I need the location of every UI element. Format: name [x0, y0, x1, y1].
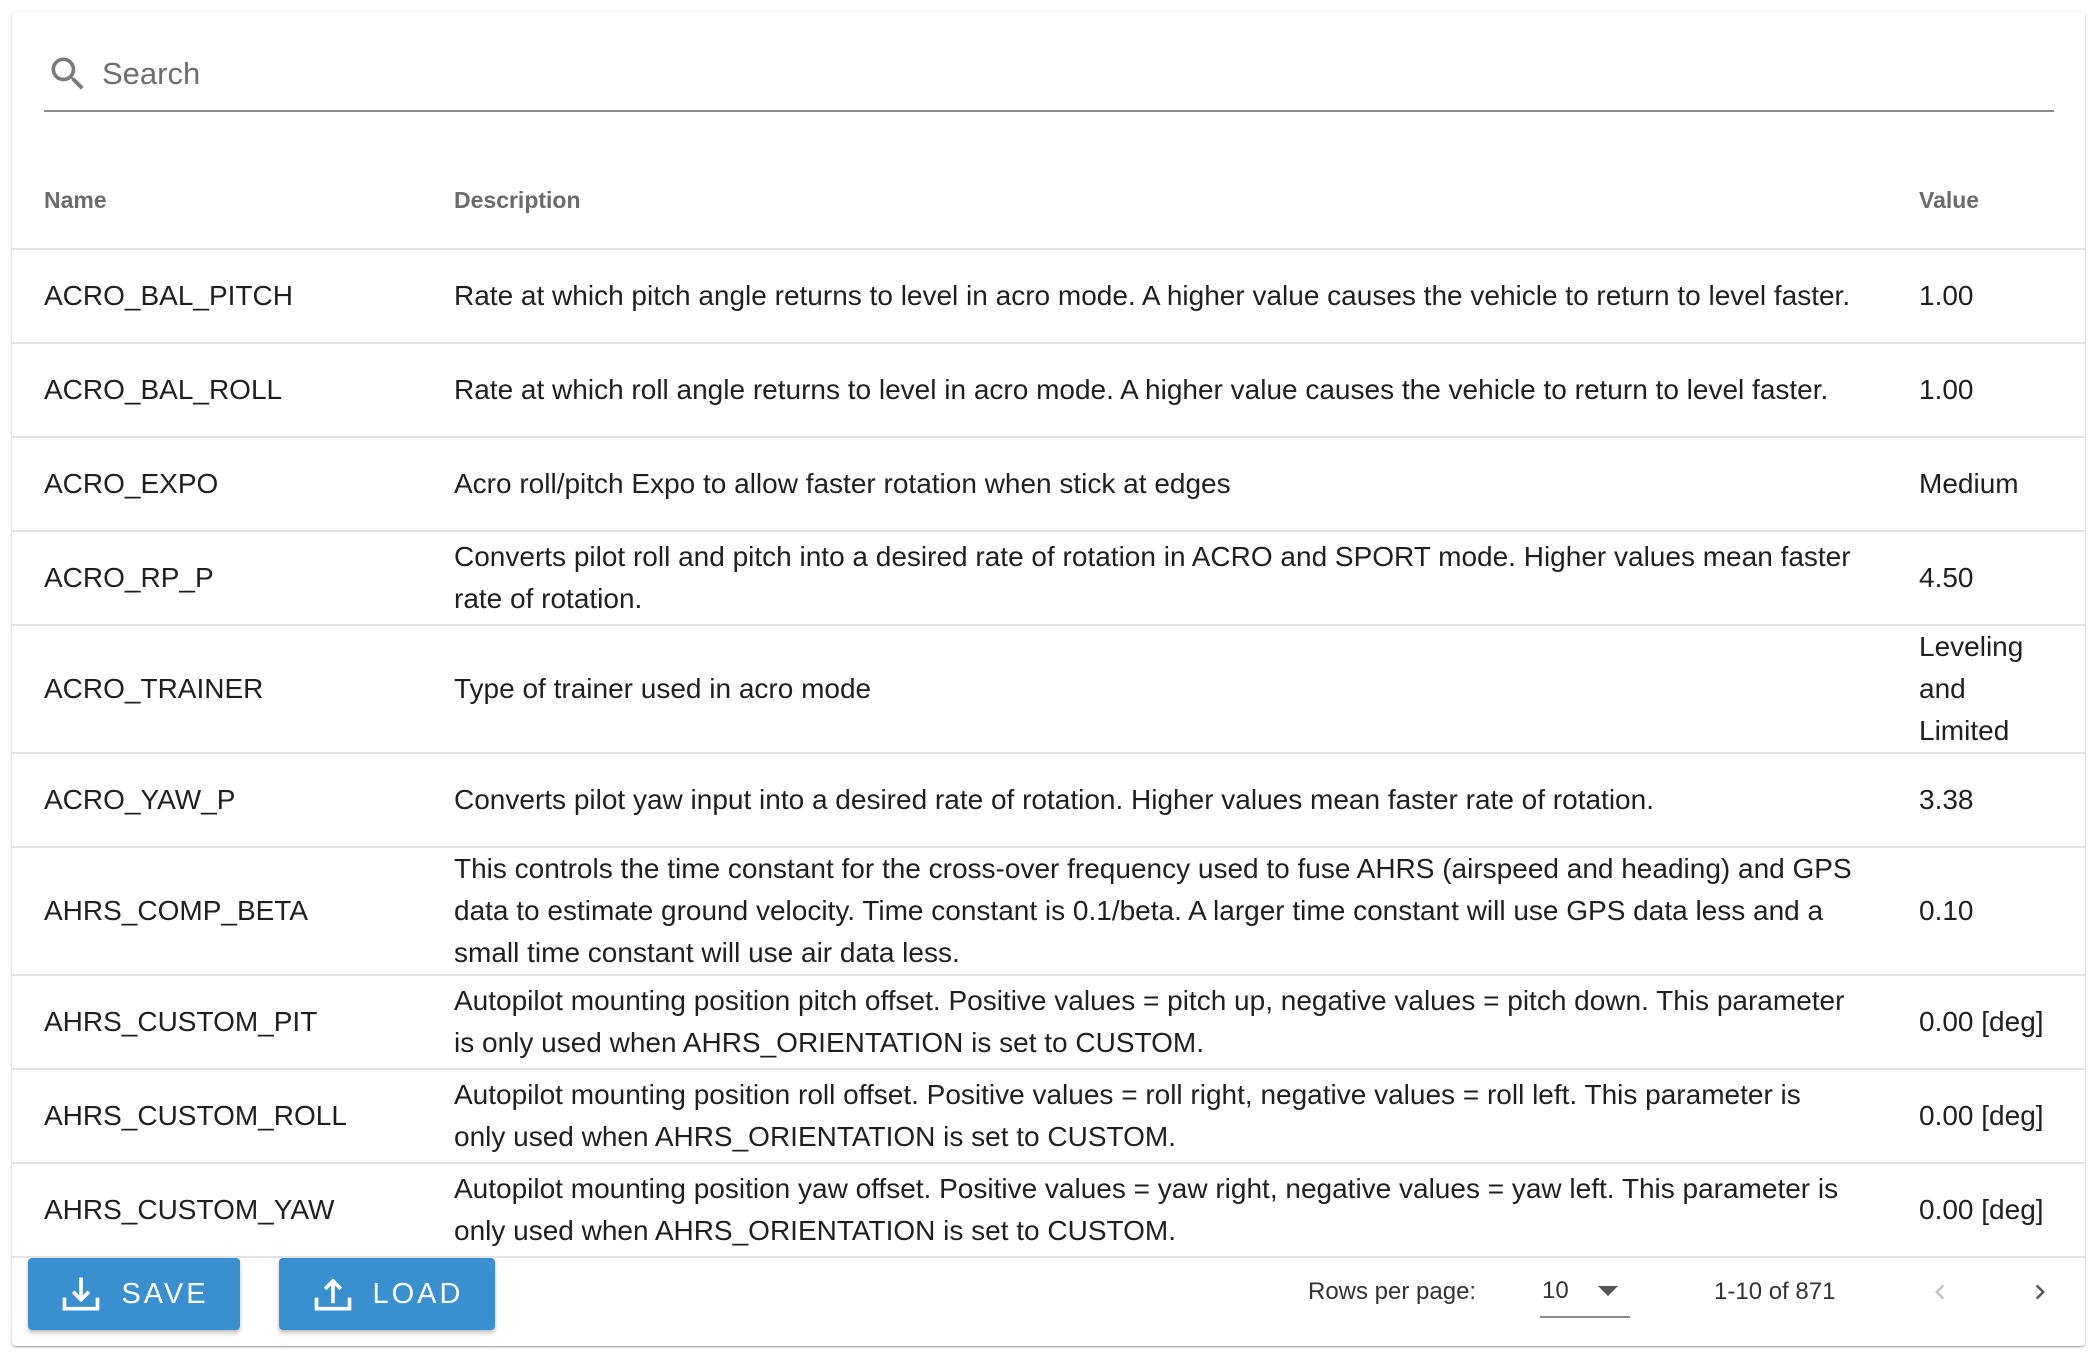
param-value[interactable]: 0.10	[1919, 847, 2085, 975]
arrow-drop-down-icon	[1596, 1284, 1620, 1298]
param-description: Autopilot mounting position yaw offset. Positive values = yaw right, negative values = yaw left. This parameter is only used when AHRS_ORIENTATION is set to CUSTOM.	[454, 1163, 1919, 1257]
param-value[interactable]: Medium	[1919, 437, 2085, 531]
param-value[interactable]: 1.00	[1919, 343, 2085, 437]
param-name: AHRS_COMP_BETA	[12, 847, 454, 975]
rows-per-page-label: Rows per page:	[1308, 1278, 1477, 1305]
param-name: ACRO_EXPO	[12, 437, 454, 531]
table-header-row	[12, 152, 2085, 249]
search-icon	[46, 52, 90, 96]
param-name: AHRS_CUSTOM_ROLL	[12, 1069, 454, 1163]
next-page-button[interactable]	[2012, 1264, 2068, 1320]
param-name: ACRO_BAL_PITCH	[12, 249, 454, 343]
download-icon	[59, 1272, 103, 1316]
param-description: Autopilot mounting position pitch offset. Positive values = pitch up, negative values = pitch down. This parameter is only used when AHRS_ORIENTATION is set to CUSTOM.	[454, 975, 1919, 1069]
param-description: Acro roll/pitch Expo to allow faster rotation when stick at edges	[454, 437, 1919, 531]
table-row[interactable]	[12, 343, 2085, 437]
param-name: ACRO_BAL_ROLL	[12, 343, 454, 437]
param-value[interactable]: 0.00 [deg]	[1919, 1069, 2085, 1163]
param-description: Type of trainer used in acro mode	[454, 625, 1919, 753]
previous-page-button[interactable]	[1912, 1264, 1968, 1320]
search-bar[interactable]	[44, 38, 2054, 112]
table-row[interactable]	[12, 1069, 2085, 1163]
param-value[interactable]: 4.50	[1919, 531, 2085, 625]
rows-per-page-select[interactable]	[1540, 1266, 1630, 1318]
param-description: Converts pilot roll and pitch into a desired rate of rotation in ACRO and SPORT mode. Higher values mean faster rate of rotation.	[454, 531, 1919, 625]
parameters-table	[12, 152, 2085, 1258]
param-description: Rate at which roll angle returns to level in acro mode. A higher value causes the vehicle to return to level faster.	[454, 343, 1919, 437]
param-value[interactable]: 3.38	[1919, 753, 2085, 847]
param-description: Converts pilot yaw input into a desired rate of rotation. Higher values mean faster rate of rotation.	[454, 753, 1919, 847]
param-description: Rate at which pitch angle returns to level in acro mode. A higher value causes the vehicle to return to level faster.	[454, 249, 1919, 343]
table-row[interactable]	[12, 847, 2085, 975]
param-value[interactable]: 0.00 [deg]	[1919, 1163, 2085, 1257]
save-button-label: SAVE	[121, 1277, 209, 1310]
param-description: Autopilot mounting position roll offset. Positive values = roll right, negative values = roll left. This parameter is only used when AHRS_ORIENTATION is set to CUSTOM.	[454, 1069, 1919, 1163]
param-name: AHRS_CUSTOM_YAW	[12, 1163, 454, 1257]
param-value[interactable]: 0.00 [deg]	[1919, 975, 2085, 1069]
search-input[interactable]	[100, 43, 2004, 105]
param-description: This controls the time constant for the cross-over frequency used to fuse AHRS (airspeed and heading) and GPS data to estimate ground velocity. Time constant is 0.1/beta. A larger time constant will use GPS data less and a small time constant will use air data less.	[454, 847, 1919, 975]
param-name: AHRS_CUSTOM_PIT	[12, 975, 454, 1069]
column-header-description[interactable]: Description	[454, 152, 1919, 249]
table-row[interactable]	[12, 249, 2085, 343]
table-footer	[12, 1240, 2085, 1346]
table-row[interactable]	[12, 625, 2085, 753]
param-name: ACRO_RP_P	[12, 531, 454, 625]
param-name: ACRO_TRAINER	[12, 625, 454, 753]
parameters-card	[12, 12, 2085, 1346]
param-value[interactable]: 1.00	[1919, 249, 2085, 343]
column-header-name[interactable]: Name	[12, 152, 454, 249]
param-name: ACRO_YAW_P	[12, 753, 454, 847]
table-row[interactable]	[12, 975, 2085, 1069]
rows-per-page-value: 10	[1542, 1277, 1569, 1304]
load-button-label: LOAD	[372, 1277, 464, 1310]
column-header-value[interactable]: Value	[1919, 152, 2085, 249]
save-button[interactable]	[28, 1258, 240, 1330]
load-button[interactable]	[279, 1258, 495, 1330]
table-row[interactable]	[12, 437, 2085, 531]
chevron-left-icon	[1925, 1277, 1955, 1307]
param-value[interactable]: Leveling and Limited	[1919, 625, 2085, 753]
pagination-range: 1-10 of 871	[1714, 1278, 1836, 1305]
upload-icon	[311, 1272, 355, 1316]
table-row[interactable]	[12, 753, 2085, 847]
chevron-right-icon	[2025, 1277, 2055, 1307]
table-row[interactable]	[12, 531, 2085, 625]
